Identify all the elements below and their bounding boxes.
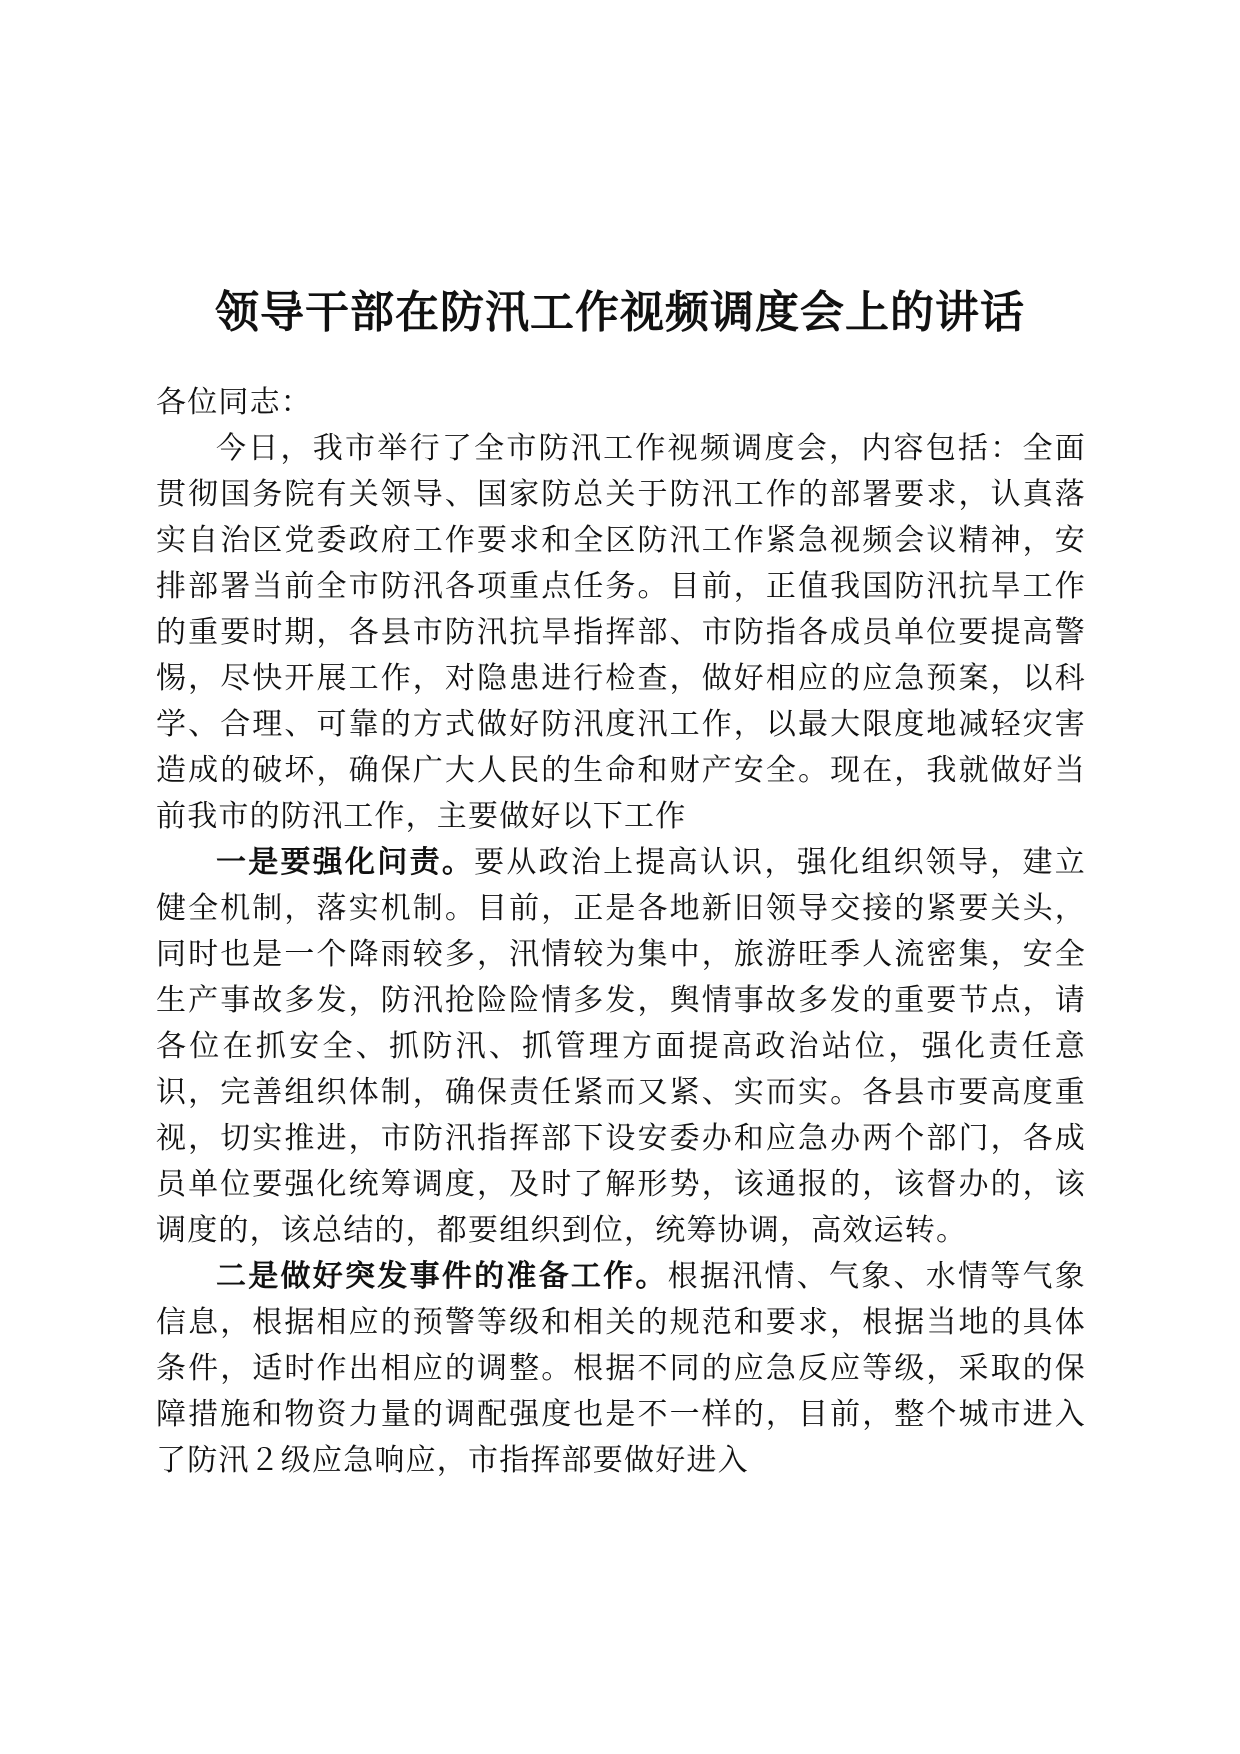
intro-paragraph: 今日，我市举行了全市防汛工作视频调度会，内容包括：全面贯彻国务院有关领导、国家防总关于防汛工作的部署要求，认真落实自治区党委政府工作要求和全区防汛工作紧急视频会议精神，安排部署当前全市防汛各项重点任务。目前，正值我国防汛抗旱工作的重要时期，各县市防汛抗旱指挥部、市防指各成员单位要提高警惕，尽快开展工作，对隐患进行检查，做好相应的应急预案，以科学、合理、可靠的方式做好防汛度汛工作，以最大限度地减轻灾害造成的破坏，确保广大人民的生命和财产安全。现在，我就做好当前我市的防汛工作，主要做好以下工作 bbox=[156, 431, 1086, 834]
section-2-paragraph bbox=[156, 1254, 1086, 1484]
section-1-body: 要从政治上提高认识，强化组织领导，建立健全机制，落实机制。目前，正是各地新旧领导交接的紧要关头，同时也是一个降雨较多，汛情较为集中，旅游旺季人流密集，安全生产事故多发，防汛抢险险情多发，舆情事故多发的重要节点，请各位在抓安全、抓防汛、抓管理方面提高政治站位，强化责任意识，完善组织体制，确保责任紧而又紧、实而实。各县市要高度重视，切实推进，市防汛指挥部下设安委办和应急办两个部门，各成员单位要强化统筹调度，及时了解形势，该通报的，该督办的，该调度的，该总结的，都要组织到位，统筹协调，高效运转。 bbox=[156, 845, 1086, 1248]
document-body bbox=[156, 380, 1086, 1484]
document-title: 领导干部在防汛工作视频调度会上的讲话 bbox=[215, 287, 1025, 339]
greeting: 各位同志： bbox=[156, 385, 312, 420]
section-2-lead: 二是做好突发事件的准备工作。 bbox=[216, 1259, 668, 1294]
section-1-lead: 一是要强化问责。 bbox=[216, 845, 475, 880]
section-1-paragraph bbox=[156, 840, 1086, 1254]
section-2-body: 根据汛情、气象、水情等气象信息，根据相应的预警等级和相关的规范和要求，根据当地的具体条件，适时作出相应的调整。根据不同的应急反应等级，采取的保障措施和物资力量的调配强度也是不一样的，目前，整个城市进入了防汛２级应急响应，市指挥部要做好进入 bbox=[156, 1259, 1086, 1478]
